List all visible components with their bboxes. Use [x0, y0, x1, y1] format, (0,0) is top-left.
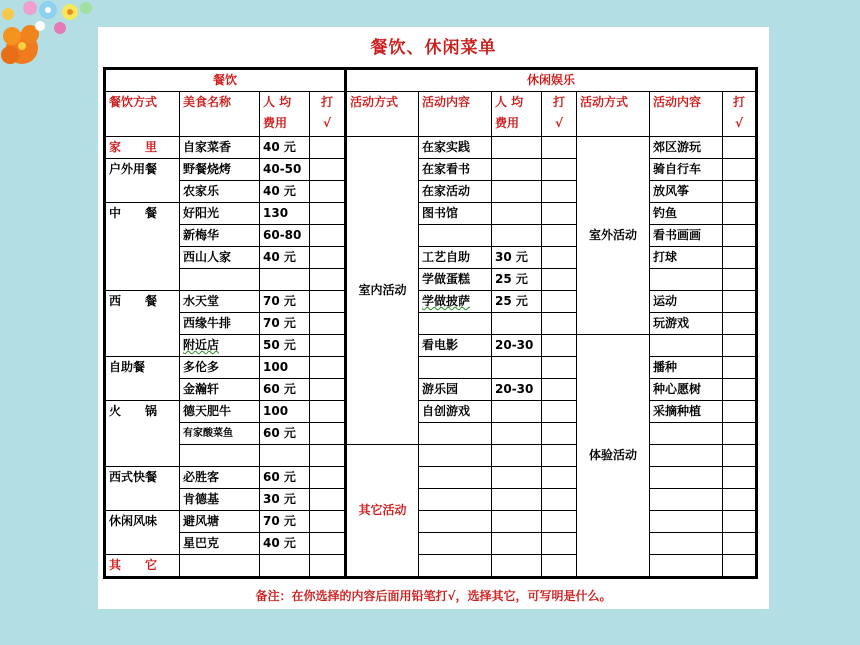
food-cost-cell: 30 元: [260, 489, 310, 511]
col-check-3: 打 √: [723, 92, 757, 137]
table-row: [105, 203, 757, 225]
activity-check-cell-b[interactable]: [723, 401, 757, 423]
dining-check-cell[interactable]: [310, 159, 346, 181]
activity-mode-cell-b: 室外活动: [577, 137, 650, 335]
activity-cost-cell: [492, 533, 542, 555]
dining-check-cell[interactable]: [310, 181, 346, 203]
dining-check-cell[interactable]: [310, 137, 346, 159]
table-row: [105, 159, 757, 181]
activity-check-cell[interactable]: [542, 357, 577, 379]
food-name-cell: 西山人家: [180, 247, 260, 269]
dining-check-cell[interactable]: [310, 291, 346, 313]
food-name-cell: [180, 555, 260, 578]
activity-mode-cell-b: 体验活动: [577, 335, 650, 578]
activity-content-cell: [419, 445, 492, 467]
dining-mode-cell: 自助餐: [105, 357, 180, 401]
food-name-cell: 金瀚轩: [180, 379, 260, 401]
activity-cost-cell: [492, 401, 542, 423]
activity-check-cell-b[interactable]: [723, 181, 757, 203]
activity-content-cell-b: [650, 423, 723, 445]
activity-check-cell[interactable]: [542, 511, 577, 533]
dining-check-cell[interactable]: [310, 511, 346, 533]
food-name-cell: 农家乐: [180, 181, 260, 203]
dining-check-cell[interactable]: [310, 401, 346, 423]
col-activity-mode-2: 活动方式: [577, 92, 650, 137]
table-row: [105, 511, 757, 533]
activity-check-cell[interactable]: [542, 137, 577, 159]
dining-check-cell[interactable]: [310, 533, 346, 555]
activity-check-cell-b[interactable]: [723, 313, 757, 335]
activity-check-cell[interactable]: [542, 401, 577, 423]
activity-content-cell-b: [650, 511, 723, 533]
activity-content-cell-b: 播种: [650, 357, 723, 379]
activity-check-cell[interactable]: [542, 533, 577, 555]
dining-mode-cell: 西 餐: [105, 291, 180, 357]
activity-content-cell: [419, 423, 492, 445]
activity-content-cell: 看电影: [419, 335, 492, 357]
dining-mode-cell: 其 它: [105, 555, 180, 578]
activity-check-cell-b[interactable]: [723, 269, 757, 291]
food-name-cell: 新梅华: [180, 225, 260, 247]
table-row: [105, 335, 757, 357]
dining-check-cell[interactable]: [310, 269, 346, 291]
table-row: [105, 181, 757, 203]
dining-mode-cell: 中 餐: [105, 203, 180, 291]
table-row: [105, 379, 757, 401]
activity-cost-cell: [492, 511, 542, 533]
dining-check-cell[interactable]: [310, 203, 346, 225]
food-cost-cell: 40-50: [260, 159, 310, 181]
dining-mode-cell: 家 里: [105, 137, 180, 159]
activity-check-cell-b[interactable]: [723, 511, 757, 533]
activity-content-cell: 自创游戏: [419, 401, 492, 423]
activity-check-cell-b[interactable]: [723, 489, 757, 511]
col-food-name: 美食名称: [180, 92, 260, 137]
dining-check-cell[interactable]: [310, 379, 346, 401]
table-row: [105, 137, 757, 159]
table-row: [105, 225, 757, 247]
dining-check-cell[interactable]: [310, 357, 346, 379]
dining-check-cell[interactable]: [310, 445, 346, 467]
activity-content-cell: [419, 313, 492, 335]
food-cost-cell: 40 元: [260, 181, 310, 203]
activity-check-cell-b[interactable]: [723, 423, 757, 445]
activity-check-cell[interactable]: [542, 423, 577, 445]
activity-content-cell: 学做披萨: [419, 291, 492, 313]
food-cost-cell: 40 元: [260, 533, 310, 555]
activity-content-cell-b: 郊区游玩: [650, 137, 723, 159]
table-row: [105, 247, 757, 269]
activity-check-cell-b[interactable]: [723, 335, 757, 357]
activity-check-cell-b[interactable]: [723, 159, 757, 181]
food-cost-cell: 100: [260, 401, 310, 423]
food-name-cell: [180, 269, 260, 291]
food-cost-cell: [260, 445, 310, 467]
activity-content-cell-b: 玩游戏: [650, 313, 723, 335]
food-name-cell: 附近店: [180, 335, 260, 357]
activity-check-cell-b[interactable]: [723, 137, 757, 159]
activity-check-cell-b[interactable]: [723, 555, 757, 578]
dining-check-cell[interactable]: [310, 467, 346, 489]
activity-content-cell: [419, 357, 492, 379]
activity-cost-cell: [492, 555, 542, 578]
activity-content-cell-b: 采摘种植: [650, 401, 723, 423]
activity-content-cell: 图书馆: [419, 203, 492, 225]
col-activity-content: 活动内容: [419, 92, 492, 137]
activity-content-cell-b: [650, 489, 723, 511]
activity-cost-cell: 25 元: [492, 291, 542, 313]
activity-mode-cell: 其它活动: [346, 445, 419, 578]
food-cost-cell: 50 元: [260, 335, 310, 357]
food-cost-cell: [260, 555, 310, 578]
table-row: [105, 269, 757, 291]
activity-content-cell: [419, 225, 492, 247]
food-name-cell: 自家菜香: [180, 137, 260, 159]
food-cost-cell: [260, 269, 310, 291]
activity-content-cell-b: [650, 467, 723, 489]
dining-check-cell[interactable]: [310, 335, 346, 357]
col-check: 打 √: [310, 92, 346, 137]
table-row: [105, 555, 757, 578]
activity-cost-cell: 30 元: [492, 247, 542, 269]
activity-content-cell-b: [650, 533, 723, 555]
activity-cost-cell: [492, 357, 542, 379]
dining-check-cell[interactable]: [310, 423, 346, 445]
food-name-cell: 必胜客: [180, 467, 260, 489]
activity-cost-cell: 20-30: [492, 335, 542, 357]
table-row: [105, 445, 757, 467]
dining-check-cell[interactable]: [310, 555, 346, 578]
food-name-cell: 多伦多: [180, 357, 260, 379]
table-row: [105, 401, 757, 423]
food-cost-cell: 130: [260, 203, 310, 225]
menu-sheet: [98, 27, 769, 609]
food-cost-cell: 40 元: [260, 247, 310, 269]
table-row: [105, 423, 757, 445]
col-activity-content-2: 活动内容: [650, 92, 723, 137]
activity-content-cell-b: [650, 335, 723, 357]
col-dining-mode: 餐饮方式: [105, 92, 180, 137]
activity-content-cell-b: 打球: [650, 247, 723, 269]
activity-check-cell[interactable]: [542, 379, 577, 401]
food-cost-cell: 60 元: [260, 467, 310, 489]
table-row: [105, 291, 757, 313]
activity-cost-cell: 25 元: [492, 269, 542, 291]
activity-content-cell-b: 钓鱼: [650, 203, 723, 225]
food-name-cell: 星巴克: [180, 533, 260, 555]
page-title: 餐饮、休闲菜单: [370, 38, 497, 58]
col-check-2: 打 √: [542, 92, 577, 137]
food-name-cell: 德天肥牛: [180, 401, 260, 423]
activity-content-cell: [419, 467, 492, 489]
food-name-cell: 水天堂: [180, 291, 260, 313]
food-name-cell: [180, 445, 260, 467]
dining-mode-cell: 户外用餐: [105, 159, 180, 203]
activity-check-cell[interactable]: [542, 445, 577, 467]
header-leisure: 休闲娱乐: [346, 69, 757, 92]
activity-check-cell-b[interactable]: [723, 533, 757, 555]
activity-check-cell-b[interactable]: [723, 357, 757, 379]
activity-check-cell[interactable]: [542, 467, 577, 489]
activity-cost-cell: [492, 445, 542, 467]
menu-table: [103, 67, 758, 579]
activity-check-cell-b[interactable]: [723, 445, 757, 467]
activity-content-cell-b: 放风筝: [650, 181, 723, 203]
activity-check-cell-b[interactable]: [723, 247, 757, 269]
activity-check-cell-b[interactable]: [723, 379, 757, 401]
activity-content-cell-b: [650, 555, 723, 578]
food-cost-cell: 40 元: [260, 137, 310, 159]
food-name-cell: 西缘牛排: [180, 313, 260, 335]
activity-check-cell[interactable]: [542, 247, 577, 269]
col-per-capita-2: 人 均 费用: [492, 92, 542, 137]
header-dining: 餐饮: [105, 69, 346, 92]
food-name-cell: 避风塘: [180, 511, 260, 533]
activity-content-cell-b: 骑自行车: [650, 159, 723, 181]
food-name-cell: 好阳光: [180, 203, 260, 225]
activity-check-cell[interactable]: [542, 489, 577, 511]
activity-cost-cell: 20-30: [492, 379, 542, 401]
table-row: [105, 313, 757, 335]
activity-content-cell: 工艺自助: [419, 247, 492, 269]
activity-check-cell-b[interactable]: [723, 467, 757, 489]
activity-content-cell-b: 种心愿树: [650, 379, 723, 401]
activity-check-cell[interactable]: [542, 225, 577, 247]
activity-cost-cell: [492, 313, 542, 335]
food-name-cell: 肯德基: [180, 489, 260, 511]
activity-check-cell[interactable]: [542, 269, 577, 291]
dining-check-cell[interactable]: [310, 247, 346, 269]
activity-content-cell: 学做蛋糕: [419, 269, 492, 291]
activity-cost-cell: [492, 137, 542, 159]
activity-cost-cell: [492, 423, 542, 445]
food-cost-cell: 60-80: [260, 225, 310, 247]
food-name-cell: 有家酸菜鱼: [180, 423, 260, 445]
activity-check-cell-b[interactable]: [723, 291, 757, 313]
dining-check-cell[interactable]: [310, 225, 346, 247]
col-activity-mode: 活动方式: [346, 92, 419, 137]
col-per-capita: 人 均 费用: [260, 92, 310, 137]
dining-mode-cell: 休闲风味: [105, 511, 180, 555]
activity-content-cell: [419, 555, 492, 578]
food-cost-cell: 100: [260, 357, 310, 379]
activity-content-cell-b: [650, 445, 723, 467]
food-cost-cell: 60 元: [260, 423, 310, 445]
activity-mode-cell: 室内活动: [346, 137, 419, 445]
activity-cost-cell: [492, 467, 542, 489]
food-cost-cell: 70 元: [260, 511, 310, 533]
food-cost-cell: 70 元: [260, 291, 310, 313]
activity-content-cell: [419, 489, 492, 511]
table-row: [105, 533, 757, 555]
activity-content-cell: 在家活动: [419, 181, 492, 203]
activity-content-cell-b: 看书画画: [650, 225, 723, 247]
activity-check-cell[interactable]: [542, 313, 577, 335]
activity-cost-cell: [492, 225, 542, 247]
activity-cost-cell: [492, 489, 542, 511]
footnote: 备注：在你选择的内容后面用铅笔打√，选择其它，可写明是什么。: [255, 589, 612, 603]
table-row: [105, 357, 757, 379]
activity-check-cell[interactable]: [542, 203, 577, 225]
table-row: [105, 467, 757, 489]
dining-mode-cell: 西式快餐: [105, 467, 180, 511]
activity-content-cell-b: 运动: [650, 291, 723, 313]
food-name-cell: 野餐烧烤: [180, 159, 260, 181]
activity-cost-cell: [492, 181, 542, 203]
flower-decoration: [0, 0, 100, 70]
activity-cost-cell: [492, 203, 542, 225]
activity-check-cell[interactable]: [542, 335, 577, 357]
activity-check-cell[interactable]: [542, 159, 577, 181]
dining-check-cell[interactable]: [310, 489, 346, 511]
activity-content-cell-b: [650, 269, 723, 291]
activity-check-cell[interactable]: [542, 555, 577, 578]
dining-check-cell[interactable]: [310, 313, 346, 335]
dining-mode-cell: 火 锅: [105, 401, 180, 467]
food-cost-cell: 60 元: [260, 379, 310, 401]
activity-check-cell[interactable]: [542, 291, 577, 313]
food-cost-cell: 70 元: [260, 313, 310, 335]
activity-check-cell-b[interactable]: [723, 203, 757, 225]
activity-content-cell: 游乐园: [419, 379, 492, 401]
activity-content-cell: [419, 533, 492, 555]
activity-check-cell[interactable]: [542, 181, 577, 203]
table-row: [105, 489, 757, 511]
activity-content-cell: [419, 511, 492, 533]
activity-content-cell: 在家实践: [419, 137, 492, 159]
activity-check-cell-b[interactable]: [723, 225, 757, 247]
activity-cost-cell: [492, 159, 542, 181]
activity-content-cell: 在家看书: [419, 159, 492, 181]
